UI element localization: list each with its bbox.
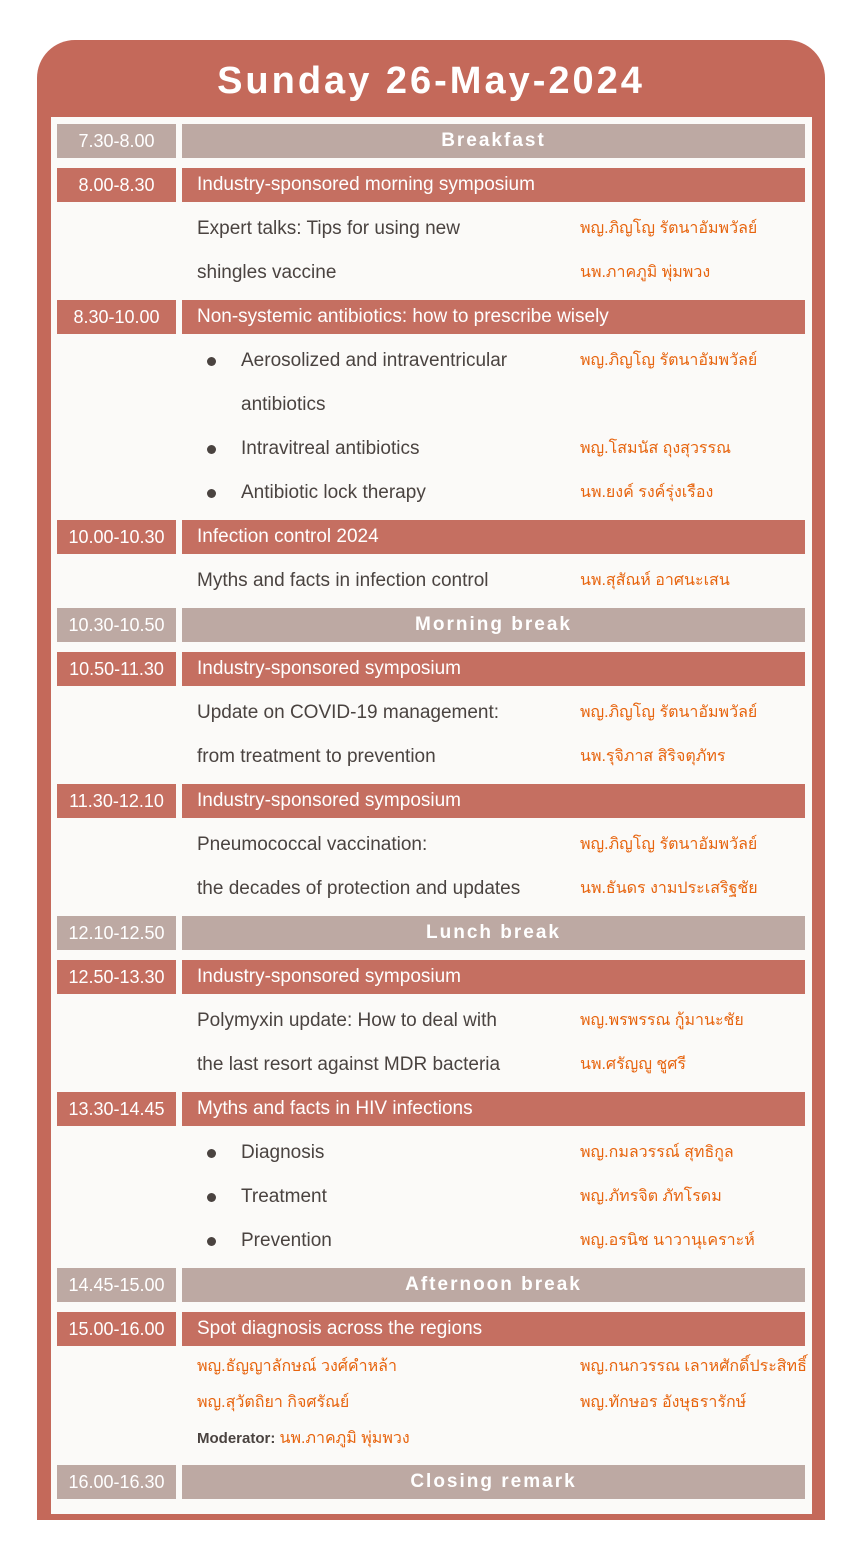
time-label: 10.30-10.50	[57, 608, 176, 642]
speaker: พญ.อรนิช นาวานุเคราะห์	[580, 1232, 755, 1249]
session-title: Industry-sponsored symposium	[182, 960, 805, 994]
speaker: พญ.ธัญญาลักษณ์ วงศ์คำหล้า	[197, 1358, 397, 1375]
time-label: 7.30-8.00	[57, 124, 176, 158]
moderator-label: Moderator:	[197, 1430, 276, 1447]
session-topic: Pneumococcal vaccination:	[197, 834, 428, 855]
session-item: antibiotics	[241, 394, 326, 415]
session-item: Aerosolized and intraventricular	[241, 350, 508, 371]
time-label: 16.00-16.30	[57, 1465, 176, 1499]
break-bar: Afternoon break	[182, 1268, 805, 1302]
session-title: Industry-sponsored morning symposium	[182, 168, 805, 202]
speaker: พญ.ทักษอร อังษุธรารักษ์	[580, 1394, 747, 1411]
session-item: Intravitreal antibiotics	[241, 438, 420, 459]
time-label: 13.30-14.45	[57, 1092, 176, 1126]
break-bar: Morning break	[182, 608, 805, 642]
time-label: 11.30-12.10	[57, 784, 176, 818]
time-label: 8.30-10.00	[57, 300, 176, 334]
session-topic: Expert talks: Tips for using new	[197, 218, 460, 239]
session-topic: Update on COVID-19 management:	[197, 702, 500, 723]
page-title: Sunday 26-May-2024	[217, 60, 645, 102]
session-item: Treatment	[241, 1186, 327, 1207]
speaker: พญ.ภิญโญ รัตนาอัมพวัลย์	[580, 704, 758, 721]
speaker: นพ.สุสัณห์ อาศนะเสน	[580, 572, 730, 589]
speaker: พญ.พรพรรณ กู้มานะชัย	[580, 1012, 744, 1029]
speaker: พญ.สุวัตถิยา กิจศรัณย์	[197, 1394, 350, 1411]
time-label: 14.45-15.00	[57, 1268, 176, 1302]
speaker: นพ.รุจิภาส สิริจตุภัทร	[580, 748, 726, 765]
bullet-icon	[207, 489, 216, 498]
session-topic: shingles vaccine	[197, 262, 337, 283]
session-title: Myths and facts in HIV infections	[182, 1092, 805, 1126]
session-topic: Polymyxin update: How to deal with	[197, 1010, 497, 1031]
bullet-icon	[207, 1149, 216, 1158]
speaker: พญ.โสมนัส ถุงสุวรรณ	[580, 440, 731, 457]
session-item: Antibiotic lock therapy	[241, 482, 426, 503]
time-label: 12.50-13.30	[57, 960, 176, 994]
time-label: 10.50-11.30	[57, 652, 176, 686]
speaker: นพ.ยงค์ รงค์รุ่งเรือง	[580, 484, 714, 501]
speaker: พญ.ภัทรจิต ภัทโรดม	[580, 1188, 722, 1205]
session-title: Industry-sponsored symposium	[182, 784, 805, 818]
bullet-icon	[207, 445, 216, 454]
time-label: 15.00-16.00	[57, 1312, 176, 1346]
break-bar: Breakfast	[182, 124, 805, 158]
time-label: 8.00-8.30	[57, 168, 176, 202]
bullet-icon	[207, 1193, 216, 1202]
bullet-icon	[207, 357, 216, 366]
session-topic: from treatment to prevention	[197, 746, 436, 767]
break-bar: Lunch break	[182, 916, 805, 950]
moderator-name: นพ.ภาคภูมิ พุ่มพวง	[279, 1430, 410, 1447]
speaker: พญ.ภิญโญ รัตนาอัมพวัลย์	[580, 220, 758, 237]
moderator-line	[197, 1422, 410, 1456]
time-label: 12.10-12.50	[57, 916, 176, 950]
speaker: นพ.ภาคภูมิ พุ่มพวง	[580, 264, 711, 281]
break-bar: Closing remark	[182, 1465, 805, 1499]
session-title: Non-systemic antibiotics: how to prescribe wisely	[182, 300, 805, 334]
session-title: Infection control 2024	[182, 520, 805, 554]
time-label: 10.00-10.30	[57, 520, 176, 554]
session-title: Industry-sponsored symposium	[182, 652, 805, 686]
speaker: พญ.กมลวรรณ์ สุทธิกูล	[580, 1144, 734, 1161]
session-title: Spot diagnosis across the regions	[182, 1312, 805, 1346]
session-item: Prevention	[241, 1230, 332, 1251]
speaker: นพ.ธันดร งามประเสริฐชัย	[580, 880, 758, 897]
speaker: พญ.ภิญโญ รัตนาอัมพวัลย์	[580, 836, 758, 853]
session-topic: Myths and facts in infection control	[197, 570, 489, 591]
speaker: พญ.กนกวรรณ เลาหศักดิ์ประสิทธิ์	[580, 1358, 807, 1375]
session-topic: the last resort against MDR bacteria	[197, 1054, 501, 1075]
speaker: นพ.ศรัญญู ชูศรี	[580, 1056, 686, 1073]
session-topic: the decades of protection and updates	[197, 878, 521, 899]
speaker: พญ.ภิญโญ รัตนาอัมพวัลย์	[580, 352, 758, 369]
bullet-icon	[207, 1237, 216, 1246]
session-item: Diagnosis	[241, 1142, 325, 1163]
